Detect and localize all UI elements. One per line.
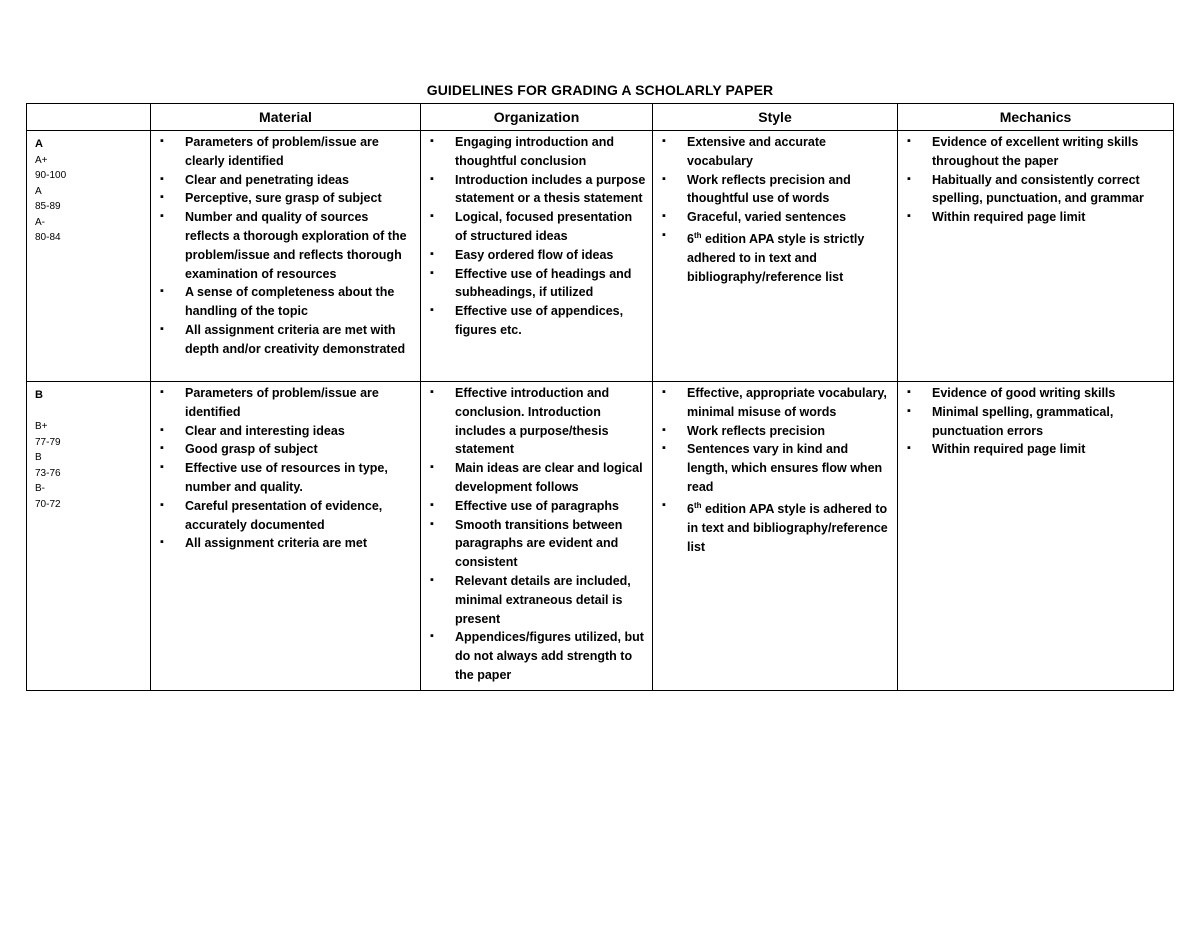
criterion-item: ▪ Good grasp of subject xyxy=(155,440,414,459)
grade-range: 70-72 xyxy=(35,498,61,510)
material-criteria-list xyxy=(155,384,414,553)
criterion-item: ▪ Relevant details are included, minimal extraneous detail is present xyxy=(425,572,646,628)
criterion-item: ▪ Appendices/figures utilized, but do not always add strength to the paper xyxy=(425,628,646,684)
grade-label: A- xyxy=(35,216,45,228)
criterion-item: ▪ Parameters of problem/issue are clearly identified xyxy=(155,133,414,171)
criterion-item: ▪ Sentences vary in kind and length, which ensures flow when read xyxy=(657,440,891,496)
criterion-item: ▪ Extensive and accurate vocabulary xyxy=(657,133,891,171)
header-mechanics: Mechanics xyxy=(898,104,1174,131)
organization-criteria-list xyxy=(425,384,646,685)
criterion-item: ▪ Effective use of paragraphs xyxy=(425,497,646,516)
grade-letter: A xyxy=(35,138,43,150)
criterion-item: ▪ Minimal spelling, grammatical, punctuation errors xyxy=(902,403,1167,441)
header-organization: Organization xyxy=(421,104,653,131)
material-cell xyxy=(151,382,421,691)
header-row xyxy=(27,104,1174,131)
criterion-item: ▪ Effective use of headings and subheadings, if utilized xyxy=(425,265,646,303)
criterion-item: ▪ All assignment criteria are met with depth and/or creativity demonstrated xyxy=(155,321,414,359)
style-criteria-list xyxy=(657,133,891,287)
mechanics-cell xyxy=(898,131,1174,382)
grade-cell xyxy=(27,382,151,691)
grade-label: B+ xyxy=(35,421,48,432)
criterion-item: ▪ Perceptive, sure grasp of subject xyxy=(155,189,414,208)
criterion-item: ▪ Work reflects precision and thoughtful use of words xyxy=(657,171,891,209)
grade-range: 77-79 xyxy=(35,436,61,448)
criterion-item: ▪ Engaging introduction and thoughtful conclusion xyxy=(425,133,646,171)
criterion-item: ▪ Main ideas are clear and logical development follows xyxy=(425,459,646,497)
organization-cell xyxy=(421,131,653,382)
grading-rubric-table xyxy=(26,103,1174,691)
criterion-item: ▪ Within required page limit xyxy=(902,208,1167,227)
criterion-item: ▪ Habitually and consistently correct spelling, punctuation, and grammar xyxy=(902,171,1167,209)
criterion-item: ▪ Number and quality of sources reflects a thorough exploration of the problem/issue and reflects thorough examination of resources xyxy=(155,208,414,283)
criterion-item: ▪ Graceful, varied sentences xyxy=(657,208,891,227)
criterion-item: ▪ Effective introduction and conclusion. Introduction includes a purpose/thesis statement xyxy=(425,384,646,459)
header-material: Material xyxy=(151,104,421,131)
material-criteria-list xyxy=(155,133,414,359)
criterion-item: ▪ Evidence of excellent writing skills throughout the paper xyxy=(902,133,1167,171)
criterion-item: ▪ Evidence of good writing skills xyxy=(902,384,1167,403)
criterion-item: ▪ Effective use of appendices, figures etc. xyxy=(425,302,646,340)
document-title: GUIDELINES FOR GRADING A SCHOLARLY PAPER xyxy=(426,82,774,98)
criterion-item: ▪ Careful presentation of evidence, accurately documented xyxy=(155,497,414,535)
criterion-item: ▪ Clear and penetrating ideas xyxy=(155,171,414,190)
criterion-item: ▪ A sense of completeness about the handling of the topic xyxy=(155,283,414,321)
criterion-item: ▪ Parameters of problem/issue are identified xyxy=(155,384,414,422)
criterion-item: ▪ Work reflects precision xyxy=(657,422,891,441)
grade-cell xyxy=(27,131,151,382)
table-row-grade-b xyxy=(27,382,1174,691)
criterion-item: ▪ Clear and interesting ideas xyxy=(155,422,414,441)
grade-range: 80-84 xyxy=(35,232,61,243)
criterion-item: ▪ Logical, focused presentation of structured ideas xyxy=(425,208,646,246)
criterion-item: ▪ Smooth transitions between paragraphs are evident and consistent xyxy=(425,516,646,572)
grade-label: A xyxy=(35,185,42,197)
material-cell xyxy=(151,131,421,382)
style-cell xyxy=(653,131,898,382)
grade-spacer xyxy=(35,404,150,420)
style-criteria-list xyxy=(657,384,891,556)
mechanics-criteria-list xyxy=(902,384,1167,459)
grade-range: 90-100 xyxy=(35,170,67,181)
criterion-item: ▪ Within required page limit xyxy=(902,440,1167,459)
organization-criteria-list xyxy=(425,133,646,340)
grade-label: A+ xyxy=(35,154,48,166)
style-cell xyxy=(653,382,898,691)
grade-range: 85-89 xyxy=(35,201,61,212)
criterion-item: ▪ Easy ordered flow of ideas xyxy=(425,246,646,265)
mechanics-cell xyxy=(898,382,1174,691)
criterion-item: ▪ 6th edition APA style is strictly adhered to in text and bibliography/reference list xyxy=(657,227,891,287)
criterion-item: ▪ Introduction includes a purpose statement or a thesis statement xyxy=(425,171,646,209)
grade-label: B- xyxy=(35,483,45,494)
criterion-item: ▪ 6th edition APA style is adhered to in text and bibliography/reference list xyxy=(657,497,891,557)
criterion-item: ▪ Effective, appropriate vocabulary, minimal misuse of words xyxy=(657,384,891,422)
criterion-item: ▪ All assignment criteria are met xyxy=(155,534,414,553)
grade-range: 73-76 xyxy=(35,467,61,479)
criterion-item: ▪ Effective use of resources in type, number and quality. xyxy=(155,459,414,497)
header-style: Style xyxy=(653,104,898,131)
mechanics-criteria-list xyxy=(902,133,1167,227)
grade-letter: B xyxy=(35,389,43,401)
organization-cell xyxy=(421,382,653,691)
grade-label: B xyxy=(35,452,42,463)
header-grade xyxy=(27,104,151,131)
table-row-grade-a xyxy=(27,131,1174,382)
